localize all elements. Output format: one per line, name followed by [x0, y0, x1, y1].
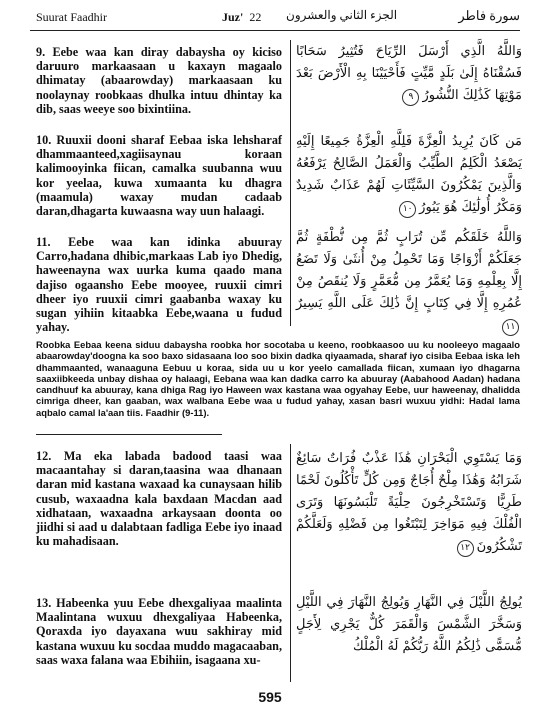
juz-indicator: [222, 10, 261, 25]
verse-arabic-text: وَاللَّهُ خَلَقَكُم مِّن تُرَابٍ ثُمَّ مِن نُّطْفَةٍ ثُمَّ جَعَلَكُمْ أَزْوَاجًا وَمَا تَحْمِلُ مِنْ أُنثَىٰ وَلَا تَضَعُ إِلَّا بِعِلْمِهِ وَمَا يُعَمَّرُ مِن مُّعَمَّرٍ وَلَا يُنقَصُ مِنْ عُمُرِهِ إِلَّا فِي كِتَابٍ إِنَّ ذَٰلِكَ عَلَى اللَّهِ يَسِيرٌ: [296, 230, 522, 311]
footnote-divider: [36, 434, 222, 435]
verse-marker: ١٢: [457, 540, 474, 557]
verse-12-translation: 12. Ma eka labada badood taasi waa macaantahay si daran,taasina waa dhanaan daran mid kastana waxaad ka cunaysaan hilib cusub, waxaadna kala baxdaan Macdan aad xidhataan, waxaadna arkaysaan doonta oo jiidhi si aad u dalabtaan fadliga Eebe iyo inaad ku mahadisaan.: [36, 449, 282, 549]
verse-marker: ٩: [402, 89, 419, 106]
verse-11-translation: 11. Eebe waa kan idinka abuuray Carro,hadana dhibic,markaas Lab iyo Dhedig, haweenayna wax uurka kuma qaado mana dajiso ogaansho Eebe mooyee, ruuxii cimri dheer iyo ruuxii cimri gaabanba waxay ku sugan yihiin kitaabka Eebe,waana u fudud yahay.: [36, 235, 282, 335]
verse-10-translation: 10. Ruuxii dooni sharaf Eebaa iska lehsharaf dhammaanteed,xagiisaynau koraan kalimooyinka fiican, camalka suubanna wuu kor yeelaa, kuwa xumaanta ku dhagra (maamula) waxay mudan cadaab daran,dhagarta kuwaasna way uun halaagi.: [36, 133, 282, 219]
header-divider: [30, 30, 520, 31]
verse-10-arabic: [296, 131, 522, 219]
column-divider-bottom: [290, 444, 291, 682]
surah-name-latin: Suurat Faadhir: [36, 10, 107, 24]
juz-label: Juz': [222, 10, 244, 24]
verse-marker: ١١: [502, 319, 519, 336]
page-number: 595: [258, 689, 282, 705]
verse-arabic-text: وَاللَّهُ الَّذِي أَرْسَلَ الرِّيَاحَ فَتُثِيرُ سَحَابًا فَسُقْنَاهُ إِلَىٰ بَلَدٍ مَّيِّتٍ فَأَحْيَيْنَا بِهِ الْأَرْضَ بَعْدَ مَوْتِهَا كَذَٰلِكَ النُّشُورُ: [296, 44, 522, 103]
verse-arabic-text: وَمَا يَسْتَوِي الْبَحْرَانِ هَٰذَا عَذْبٌ فُرَاتٌ سَائِغٌ شَرَابُهُ وَهَٰذَا مِلْحٌ أُجَاجٌ وَمِن كُلٍّ تَأْكُلُونَ لَحْمًا طَرِيًّا وَتَسْتَخْرِجُونَ حِلْيَةً تَلْبَسُونَهَا وَتَرَى الْفُلْكَ فِيهِ مَوَاخِرَ لِتَبْتَغُوا مِن فَضْلِهِ وَلَعَلَّكُمْ تَشْكُرُونَ: [296, 451, 522, 554]
page-header: [36, 8, 520, 30]
verse-marker: ١٠: [399, 201, 416, 218]
column-divider-top: [290, 40, 291, 326]
verse-arabic-text: مَن كَانَ يُرِيدُ الْعِزَّةَ فَلِلَّهِ الْعِزَّةُ جَمِيعًا إِلَيْهِ يَصْعَدُ الْكَلِمُ الطَّيِّبُ وَالْعَمَلُ الصَّالِحُ يَرْفَعُهُ وَالَّذِينَ يَمْكُرُونَ السَّيِّئَاتِ لَهُمْ عَذَابٌ شَدِيدٌ وَمَكْرُ أُولَٰئِكَ هُوَ يَبُورُ: [296, 134, 522, 215]
commentary-footnote: Roobka Eebaa keena siduu dabaysha roobka hor socotaba u keeno, roobkaasoo uu ku nooleeyo magaalo abaarowday'doogna ka soo baxo sidasaana loo soo bixin dadka qiyaamada, sharaf iyo cisiba Eebaa iska leh dhammaanted, wanaaguna Eebuu u koraa, sida uu u kor yeelo camallada fiican, xumaan iyo dhagarna saaxiibkeeda unbay dishaa oy halaagi, Eebana waa kan dadka carro ka abuuray (Aabahood Aadan) hadana candhuuf ka abuuray, kana dhiga Rag iyo Haween wax kastana waa ogyahay Eebe, uur haweenay, dhalidda cimriga dheer, kan gaaban, wax walbana Eebe waa u fudud yahay, xasan basri wuxuu yidhi: Hadal lama aqbalo camal la'aan tiis. Faadhir (9-11).: [36, 339, 520, 418]
juz-name-arabic: الجزء الثاني والعشرون: [286, 8, 398, 22]
verse-13-translation: 13. Habeenka yuu Eebe dhexgaliyaa maalinta Maalintana wuxuu dhexgaliyaa Habeenka, Qoraxda iyo dayaxana wuu sakhiray mid kastana wuxuu ku socdaa muddo magacaaban, saas waxa falana waa Ebihiin, isagaana xu-: [36, 596, 282, 667]
verse-11-arabic: [296, 227, 522, 337]
juz-number: 22: [249, 10, 262, 24]
verse-9-arabic: [296, 41, 522, 107]
verse-arabic-text: يُولِجُ اللَّيْلَ فِي النَّهَارِ وَيُولِجُ النَّهَارَ فِي اللَّيْلِ وَسَخَّرَ الشَّمْسَ وَالْقَمَرَ كُلٌّ يَجْرِي لِأَجَلٍ مُّسَمًّى ذَٰلِكُمُ اللَّهُ رَبُّكُمْ لَهُ الْمُلْكُ: [296, 595, 522, 654]
surah-name-arabic: سورة فاطر: [458, 8, 520, 23]
verse-13-arabic: [296, 592, 522, 658]
verse-12-arabic: [296, 448, 522, 558]
verse-9-translation: 9. Eebe waa kan diray dabaysha oy kiciso daruuro markaasaan u kaxayn magaalo dhimatay (abaarowday) markaasaan ku noolaynay roobkaas dhulka intuu dhintay ka dib, saas weeye soo bixintiina.: [36, 45, 282, 116]
